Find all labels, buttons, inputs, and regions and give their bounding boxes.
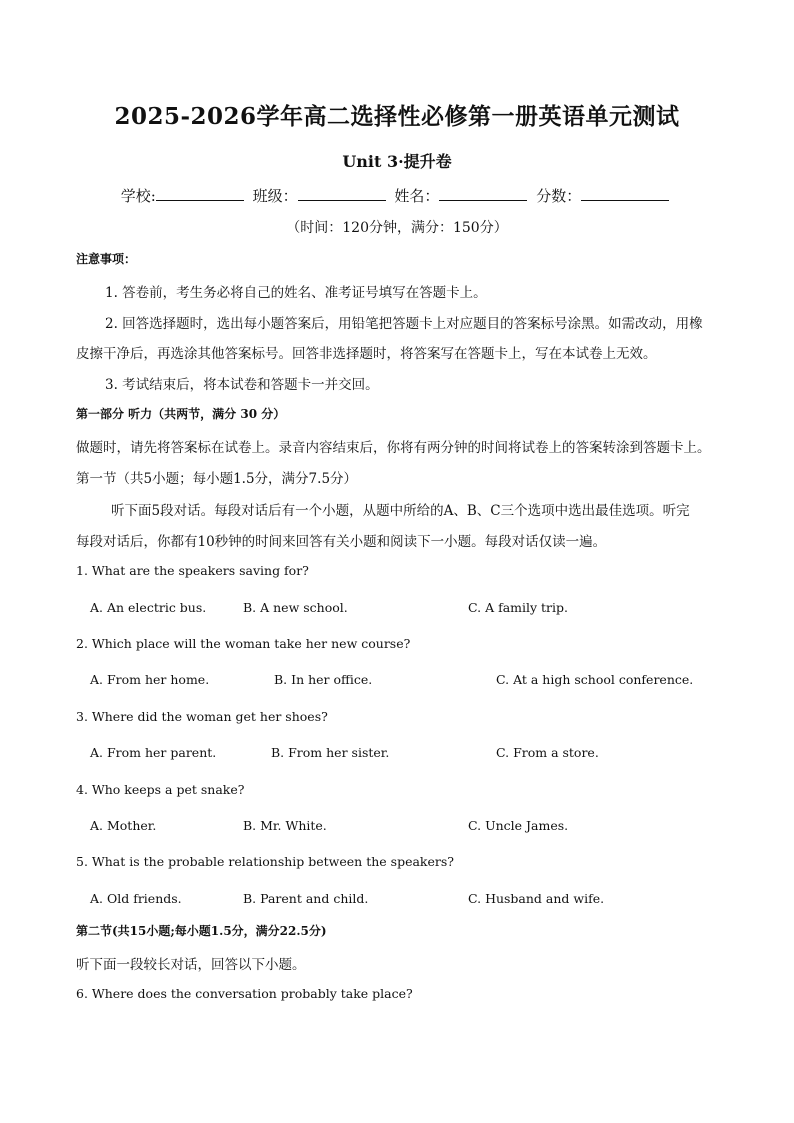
q2-option-a[interactable]: A. From her home.: [90, 672, 210, 687]
class-blank[interactable]: [298, 188, 386, 201]
class-label: 班级：: [252, 187, 298, 205]
q4-option-b[interactable]: B. Mr. White.: [243, 818, 327, 833]
part1-instruction: 做题时，请先将答案标在试卷上。录音内容结束后，你将有两分钟的时间将试卷上的答案转涂到答题卡上。: [76, 440, 711, 456]
score-label: 分数：: [536, 187, 582, 205]
note-item: 2. 回答选择题时，选出每小题答案后，用铅笔把答题卡上对应题目的答案标号涂黑。如需改动，用橡: [105, 316, 703, 332]
question-1: 1. What are the speakers saving for?: [76, 563, 309, 578]
exam-title: 2025-2026学年高二选择性必修第一册英语单元测试: [114, 103, 680, 130]
q1-option-a[interactable]: A. An electric bus.: [90, 600, 207, 615]
question-4: 4. Who keeps a pet snake?: [76, 782, 245, 797]
part1-heading: 第一部分 听力（共两节，满分 30 分）: [76, 407, 286, 421]
q1-option-c[interactable]: C. A family trip.: [468, 600, 568, 615]
q2-option-b[interactable]: B. In her office.: [274, 672, 373, 687]
name-blank[interactable]: [439, 188, 527, 201]
section2-heading: 第二节(共15小题;每小题1.5分，满分22.5分): [76, 924, 327, 938]
question-6: 6. Where does the conversation probably take place?: [76, 986, 413, 1001]
section1-instruction: 每段对话后，你都有10秒钟的时间来回答有关小题和阅读下一小题。每段对话仅读一遍。: [76, 534, 607, 550]
notes-heading: 注意事项：: [76, 252, 137, 266]
q4-option-a[interactable]: A. Mother.: [90, 818, 157, 833]
q5-option-a[interactable]: A. Old friends.: [90, 891, 182, 906]
note-item: 1. 答卷前，考生务必将自己的姓名、准考证号填写在答题卡上。: [105, 285, 487, 301]
note-item: 皮擦干净后，再选涂其他答案标号。回答非选择题时，将答案写在答题卡上，写在本试卷上无效。: [76, 346, 657, 362]
q5-option-b[interactable]: B. Parent and child.: [243, 891, 369, 906]
q5-option-c[interactable]: C. Husband and wife.: [468, 891, 605, 906]
question-2: 2. Which place will the woman take her new course?: [76, 636, 411, 651]
name-label: 姓名：: [394, 187, 440, 205]
student-info-line: [0, 185, 794, 206]
question-3: 3. Where did the woman get her shoes?: [76, 709, 328, 724]
q4-option-c[interactable]: C. Uncle James.: [468, 818, 569, 833]
question-5: 5. What is the probable relationship between the speakers?: [76, 854, 454, 869]
exam-subtitle: Unit 3·提升卷: [342, 152, 452, 171]
time-note: （时间：120分钟，满分：150分）: [286, 220, 508, 236]
q1-option-b[interactable]: B. A new school.: [243, 600, 348, 615]
q3-option-c[interactable]: C. From a store.: [496, 745, 599, 760]
school-label: 学校:: [120, 187, 156, 205]
section1-instruction: 听下面5段对话。每段对话后有一个小题，从题中所给的A、B、C三个选项中选出最佳选项。听完: [111, 503, 690, 519]
school-blank[interactable]: [156, 188, 244, 201]
q2-option-c[interactable]: C. At a high school conference.: [496, 672, 694, 687]
section2-instruction: 听下面一段较长对话，回答以下小题。: [76, 957, 306, 973]
q3-option-b[interactable]: B. From her sister.: [271, 745, 390, 760]
section1-heading: 第一节（共5小题；每小题1.5分，满分7.5分）: [76, 471, 358, 487]
q3-option-a[interactable]: A. From her parent.: [90, 745, 217, 760]
note-item: 3. 考试结束后，将本试卷和答题卡一并交回。: [105, 377, 379, 393]
score-blank[interactable]: [581, 188, 669, 201]
